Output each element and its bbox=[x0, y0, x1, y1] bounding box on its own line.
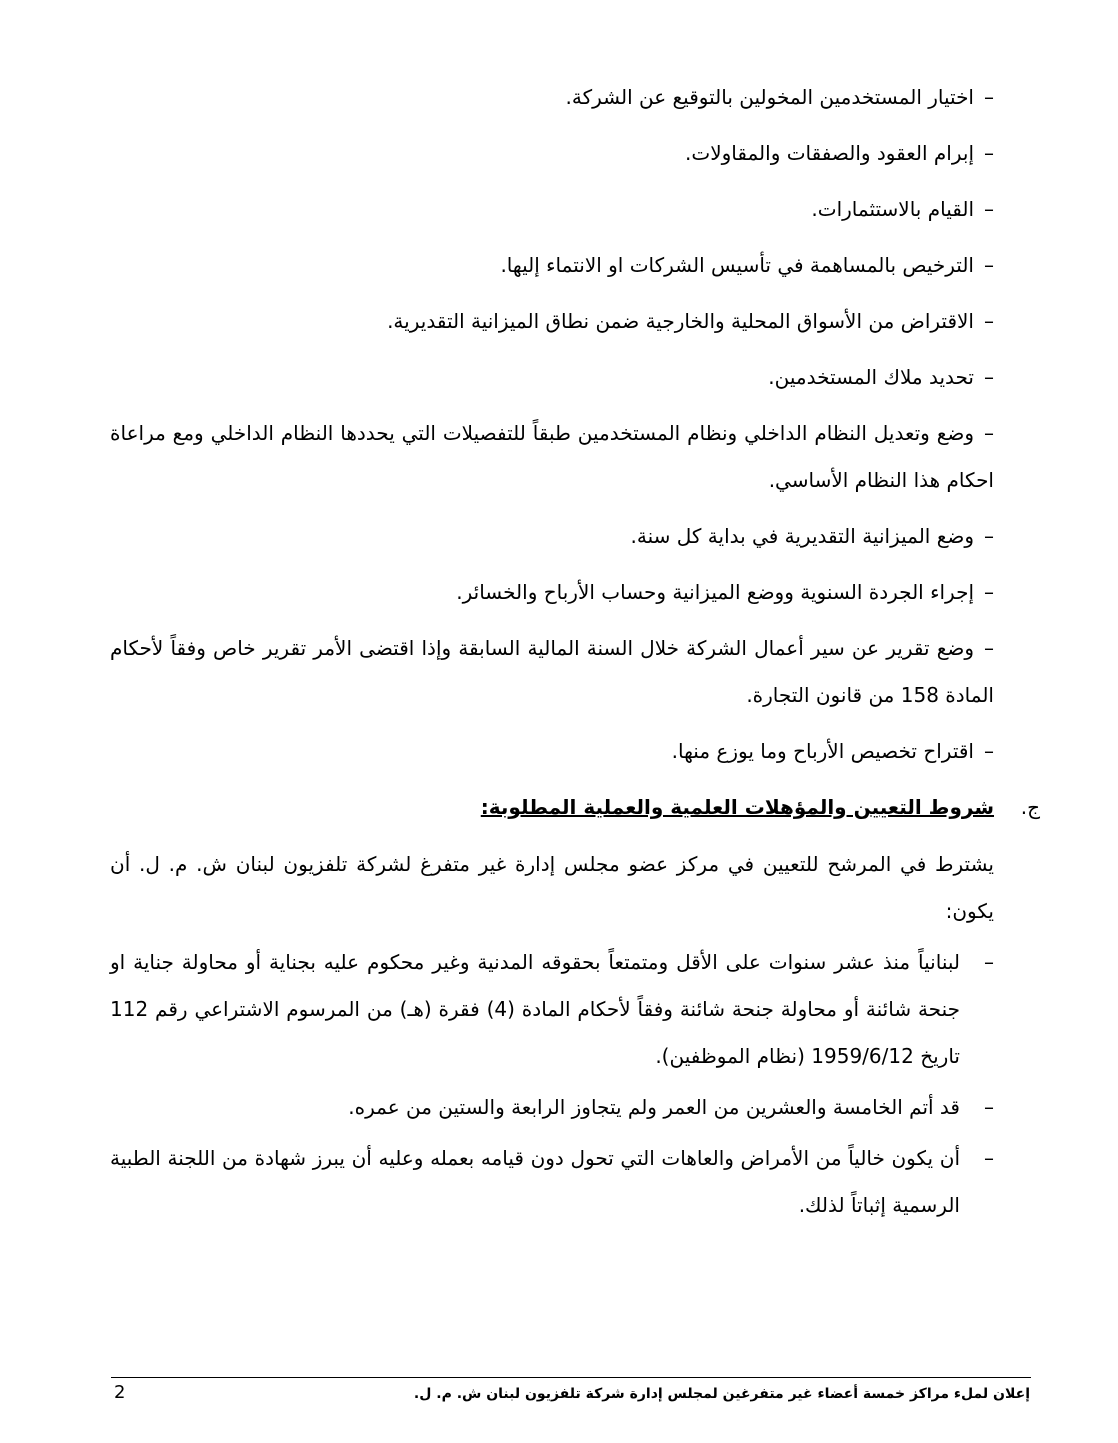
duty-text: اقتراح تخصيص الأرباح وما يوزع منها. bbox=[671, 739, 974, 763]
list-dash: – bbox=[984, 1146, 994, 1170]
list-dash: – bbox=[984, 309, 994, 333]
duty-text: إجراء الجردة السنوية ووضع الميزانية وحساب الأرباح والخسائر. bbox=[456, 580, 974, 604]
board-duties-list bbox=[110, 74, 994, 775]
duty-text: إبرام العقود والصفقات والمقاولات. bbox=[685, 141, 974, 165]
conditions-list bbox=[110, 939, 994, 1229]
duty-text: وضع وتعديل النظام الداخلي ونظام المستخدمين طبقاً للتفصيلات التي يحددها النظام الداخلي ومع مراعاة احكام هذا النظام الأساسي. bbox=[110, 421, 994, 492]
list-dash: – bbox=[984, 636, 994, 660]
footer-title: إعلان لملء مراكز خمسة أعضاء غير متفرغين لمجلس إدارة شركة تلفزيون لبنان ش. م. ل. bbox=[413, 1386, 1030, 1402]
list-dash: – bbox=[984, 253, 994, 277]
list-dash: – bbox=[984, 197, 994, 221]
duty-item bbox=[110, 354, 994, 401]
section-c-heading bbox=[110, 784, 1040, 831]
list-dash: – bbox=[984, 524, 994, 548]
condition-item bbox=[110, 1135, 994, 1229]
list-dash: – bbox=[984, 365, 994, 389]
duty-item bbox=[110, 74, 994, 121]
duty-text: القيام بالاستثمارات. bbox=[811, 197, 974, 221]
condition-item bbox=[110, 1084, 994, 1131]
list-dash: – bbox=[984, 950, 994, 974]
condition-text: أن يكون خالياً من الأمراض والعاهات التي تحول دون قيامه بعمله وعليه أن يبرز شهادة من اللجنة الطبية الرسمية إثباتاً لذلك. bbox=[110, 1146, 960, 1217]
condition-text: لبنانياً منذ عشر سنوات على الأقل ومتمتعاً بحقوقه المدنية وغير محكوم عليه بجناية أو محاولة جناية او جنحة شائنة أو محاولة جنحة شائنة وفقاً لأحكام المادة (4) فقرة (هـ) من المرسوم الاشتراعي رقم 112 تاريخ 1959/6/12 (نظام الموظفين). bbox=[110, 950, 960, 1068]
condition-item bbox=[110, 939, 994, 1080]
footer-divider bbox=[111, 1377, 1031, 1378]
list-dash: – bbox=[984, 85, 994, 109]
duty-item bbox=[110, 728, 994, 775]
duty-item bbox=[110, 186, 994, 233]
duty-item bbox=[110, 242, 994, 289]
list-dash: – bbox=[984, 421, 994, 445]
duty-text: تحديد ملاك المستخدمين. bbox=[768, 365, 974, 389]
duty-text: وضع الميزانية التقديرية في بداية كل سنة. bbox=[630, 524, 974, 548]
list-dash: – bbox=[984, 1095, 994, 1119]
list-dash: – bbox=[984, 580, 994, 604]
section-c-intro: يشترط في المرشح للتعيين في مركز عضو مجلس إدارة غير متفرغ لشركة تلفزيون لبنان ش. م. ل. أن يكون: bbox=[110, 852, 994, 923]
condition-text: قد أتم الخامسة والعشرين من العمر ولم يتجاوز الرابعة والستين من عمره. bbox=[348, 1095, 960, 1119]
page-number: 2 bbox=[114, 1382, 126, 1403]
list-dash: – bbox=[984, 141, 994, 165]
duty-text: الترخيص بالمساهمة في تأسيس الشركات او الانتماء إليها. bbox=[500, 253, 974, 277]
duty-item bbox=[110, 130, 994, 177]
section-title: شروط التعيين والمؤهلات العلمية والعملية المطلوبة: bbox=[480, 795, 994, 819]
duty-item bbox=[110, 569, 994, 616]
duty-item bbox=[110, 298, 994, 345]
page-body bbox=[110, 74, 1040, 1233]
duty-item bbox=[110, 513, 994, 560]
duty-text: اختيار المستخدمين المخولين بالتوقيع عن الشركة. bbox=[565, 85, 974, 109]
duty-text: الاقتراض من الأسواق المحلية والخارجية ضمن نطاق الميزانية التقديرية. bbox=[387, 309, 974, 333]
list-dash: – bbox=[984, 739, 994, 763]
duty-item bbox=[110, 410, 994, 504]
duty-item bbox=[110, 625, 994, 719]
section-letter: ج. bbox=[1020, 795, 1040, 819]
duty-text: وضع تقرير عن سير أعمال الشركة خلال السنة المالية السابقة وإذا اقتضى الأمر تقرير خاص وفقاً لأحكام المادة 158 من قانون التجارة. bbox=[110, 636, 994, 707]
